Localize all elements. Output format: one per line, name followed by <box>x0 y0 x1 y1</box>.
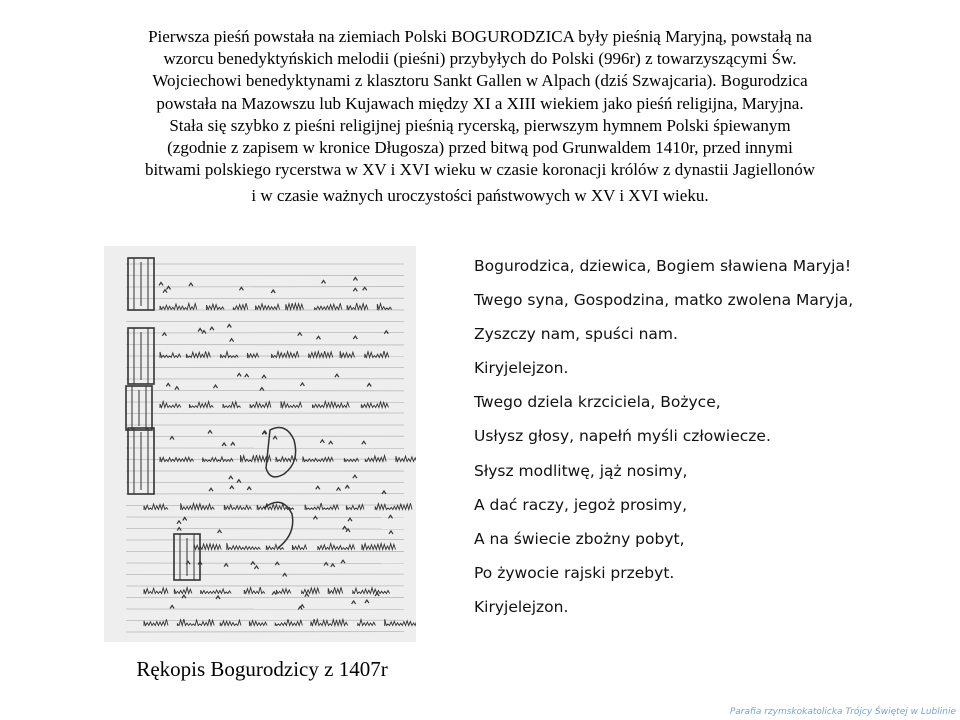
neume-mark <box>298 333 302 336</box>
neume-mark <box>305 594 309 597</box>
neume-mark <box>341 560 345 563</box>
neume-mark <box>230 339 234 342</box>
neume-mark <box>209 488 213 491</box>
neume-mark <box>183 518 187 521</box>
initial-hatching <box>134 428 148 494</box>
initial-hatching <box>134 258 148 310</box>
neume-mark <box>353 278 357 281</box>
neume-mark <box>316 486 320 489</box>
neume-mark <box>262 375 266 378</box>
intro-line: powstała na Mazowszu lub Kujawach między XI a XIII wiekiem jako pieśń religijna, Maryjna. <box>156 93 804 113</box>
neume-mark <box>348 518 352 521</box>
neume-mark <box>363 287 367 290</box>
neume-mark <box>170 605 174 608</box>
intro-line: wzorcu benedyktyńskich melodii (pieśni) przybyłych do Polski (996r) z towarzyszącymi Św. <box>163 49 797 69</box>
neume-mark <box>237 373 241 376</box>
neume-mark <box>229 476 233 479</box>
neume-mark <box>322 280 326 283</box>
neume-mark <box>345 486 349 489</box>
staff-line <box>126 332 404 333</box>
lyrics-line: Twego dziela krzciciela, Bożyce, <box>474 393 721 412</box>
lyrics-line: Kiryjelejzon. <box>474 359 569 378</box>
handwriting-line <box>144 587 390 594</box>
neume-mark <box>331 564 335 567</box>
lyrics-line: Usłysz głosy, napełń myśli człowiecze. <box>474 427 771 446</box>
neume-mark <box>166 383 170 386</box>
neume-mark <box>337 488 341 491</box>
neume-mark <box>353 336 357 339</box>
lyrics-line: A na świecie zbożny pobyt, <box>474 529 685 548</box>
intro-line: Wojciechowi benedyktynami z klasztoru Sankt Gallen w Alpach (dziś Szwajcaria). Bogurodzica <box>152 71 808 91</box>
neume-mark <box>189 283 193 286</box>
neume-mark <box>275 562 279 565</box>
neume-mark <box>247 487 251 490</box>
neume-mark <box>335 374 339 377</box>
neume-mark <box>317 336 321 339</box>
neume-mark <box>230 486 234 489</box>
intro-line: Stała się szybko z pieśni religijnej pieśnią rycerską, pierwszym hymnem Polski śpiewanym <box>169 115 791 135</box>
staff-line <box>126 529 404 530</box>
handwriting-line <box>144 503 412 510</box>
neume-mark <box>300 383 304 386</box>
neume-mark <box>231 443 235 446</box>
neume-mark <box>177 528 181 531</box>
neume-mark <box>177 521 181 524</box>
neume-mark <box>210 327 214 330</box>
lyrics-line: Bogurodzica, dziewica, Bogiem sławiena Maryja! <box>474 257 852 275</box>
lyrics-line: Zyszczy nam, spuści nam. <box>474 325 678 344</box>
neume-mark <box>208 431 212 434</box>
staff-line <box>126 517 404 518</box>
neume-mark <box>272 592 276 595</box>
lyrics-line: Słysz modlitwę, jąż nosimy, <box>474 461 688 480</box>
manuscript-caption: Rękopis Bogurodzicy z 1407r <box>136 657 388 681</box>
lyrics-line: Kiryjelejzon. <box>474 597 569 616</box>
manuscript-image <box>104 246 416 642</box>
lyrics-line: Po żywocie rajski przebyt. <box>474 563 675 582</box>
neume-mark <box>273 436 277 439</box>
intro-paragraph <box>50 26 910 208</box>
lyrics-line: Twego syna, Gospodzina, matko zwolena Maryja, <box>474 291 854 310</box>
neume-mark <box>389 531 393 534</box>
neume-mark <box>198 329 202 332</box>
neume-mark <box>224 564 228 567</box>
neume-mark <box>320 440 324 443</box>
neume-mark <box>222 443 226 446</box>
neume-mark <box>329 441 333 444</box>
neume-mark <box>362 441 366 444</box>
lyrics-line: A dać raczy, jegoż prosimy, <box>474 495 688 514</box>
handwriting-line <box>194 543 396 550</box>
neume-mark <box>227 325 231 328</box>
neume-mark <box>365 600 369 603</box>
initial-hatching <box>180 534 194 580</box>
handwriting-line <box>160 351 389 358</box>
staff-line <box>126 563 404 564</box>
neume-mark <box>353 475 357 478</box>
neume-mark <box>283 573 287 576</box>
neume-mark <box>352 601 356 604</box>
staff-line <box>126 413 404 414</box>
neume-mark <box>170 437 174 440</box>
neume-mark <box>367 384 371 387</box>
intro-line: (zgodnie z zapisem w kronice Długosza) przed bitwą pod Grunwaldem 1410r, przed innymi <box>167 138 793 158</box>
neume-mark <box>300 605 304 608</box>
intro-line: Pierwsza pieśń powstała na ziemiach Polski BOGURODZICA były pieśnią Maryjną, powstałą na <box>148 27 812 46</box>
neume-mark <box>239 287 243 290</box>
neume-mark <box>214 385 218 388</box>
neume-mark <box>353 288 357 291</box>
neume-mark <box>271 290 275 293</box>
handwriting-line <box>160 303 392 310</box>
neume-mark <box>255 566 259 569</box>
neume-mark <box>375 593 379 596</box>
neume-mark <box>218 530 222 533</box>
lyrics-list <box>474 256 853 631</box>
manuscript-drawing <box>104 246 416 642</box>
neume-mark <box>260 388 264 391</box>
handwriting-line <box>160 455 416 462</box>
neume-mark <box>159 282 163 285</box>
initial-hatching <box>132 386 146 430</box>
neume-mark <box>175 387 179 390</box>
intro-line: bitwami polskiego rycerstwa w XV i XVI wieku w czasie koronacji królów z dynastii Jagiellonów <box>144 160 816 180</box>
decorated-initial <box>266 428 296 477</box>
neume-mark <box>163 290 167 293</box>
neume-mark <box>245 374 249 377</box>
neume-mark <box>313 516 317 519</box>
intro-line: i w czasie ważnych uroczystości państwowych w XV i XVI wieku. <box>251 186 709 206</box>
parish-footer: Parafia rzymskokatolicka Trójcy Świętej w Lublinie <box>729 707 956 717</box>
